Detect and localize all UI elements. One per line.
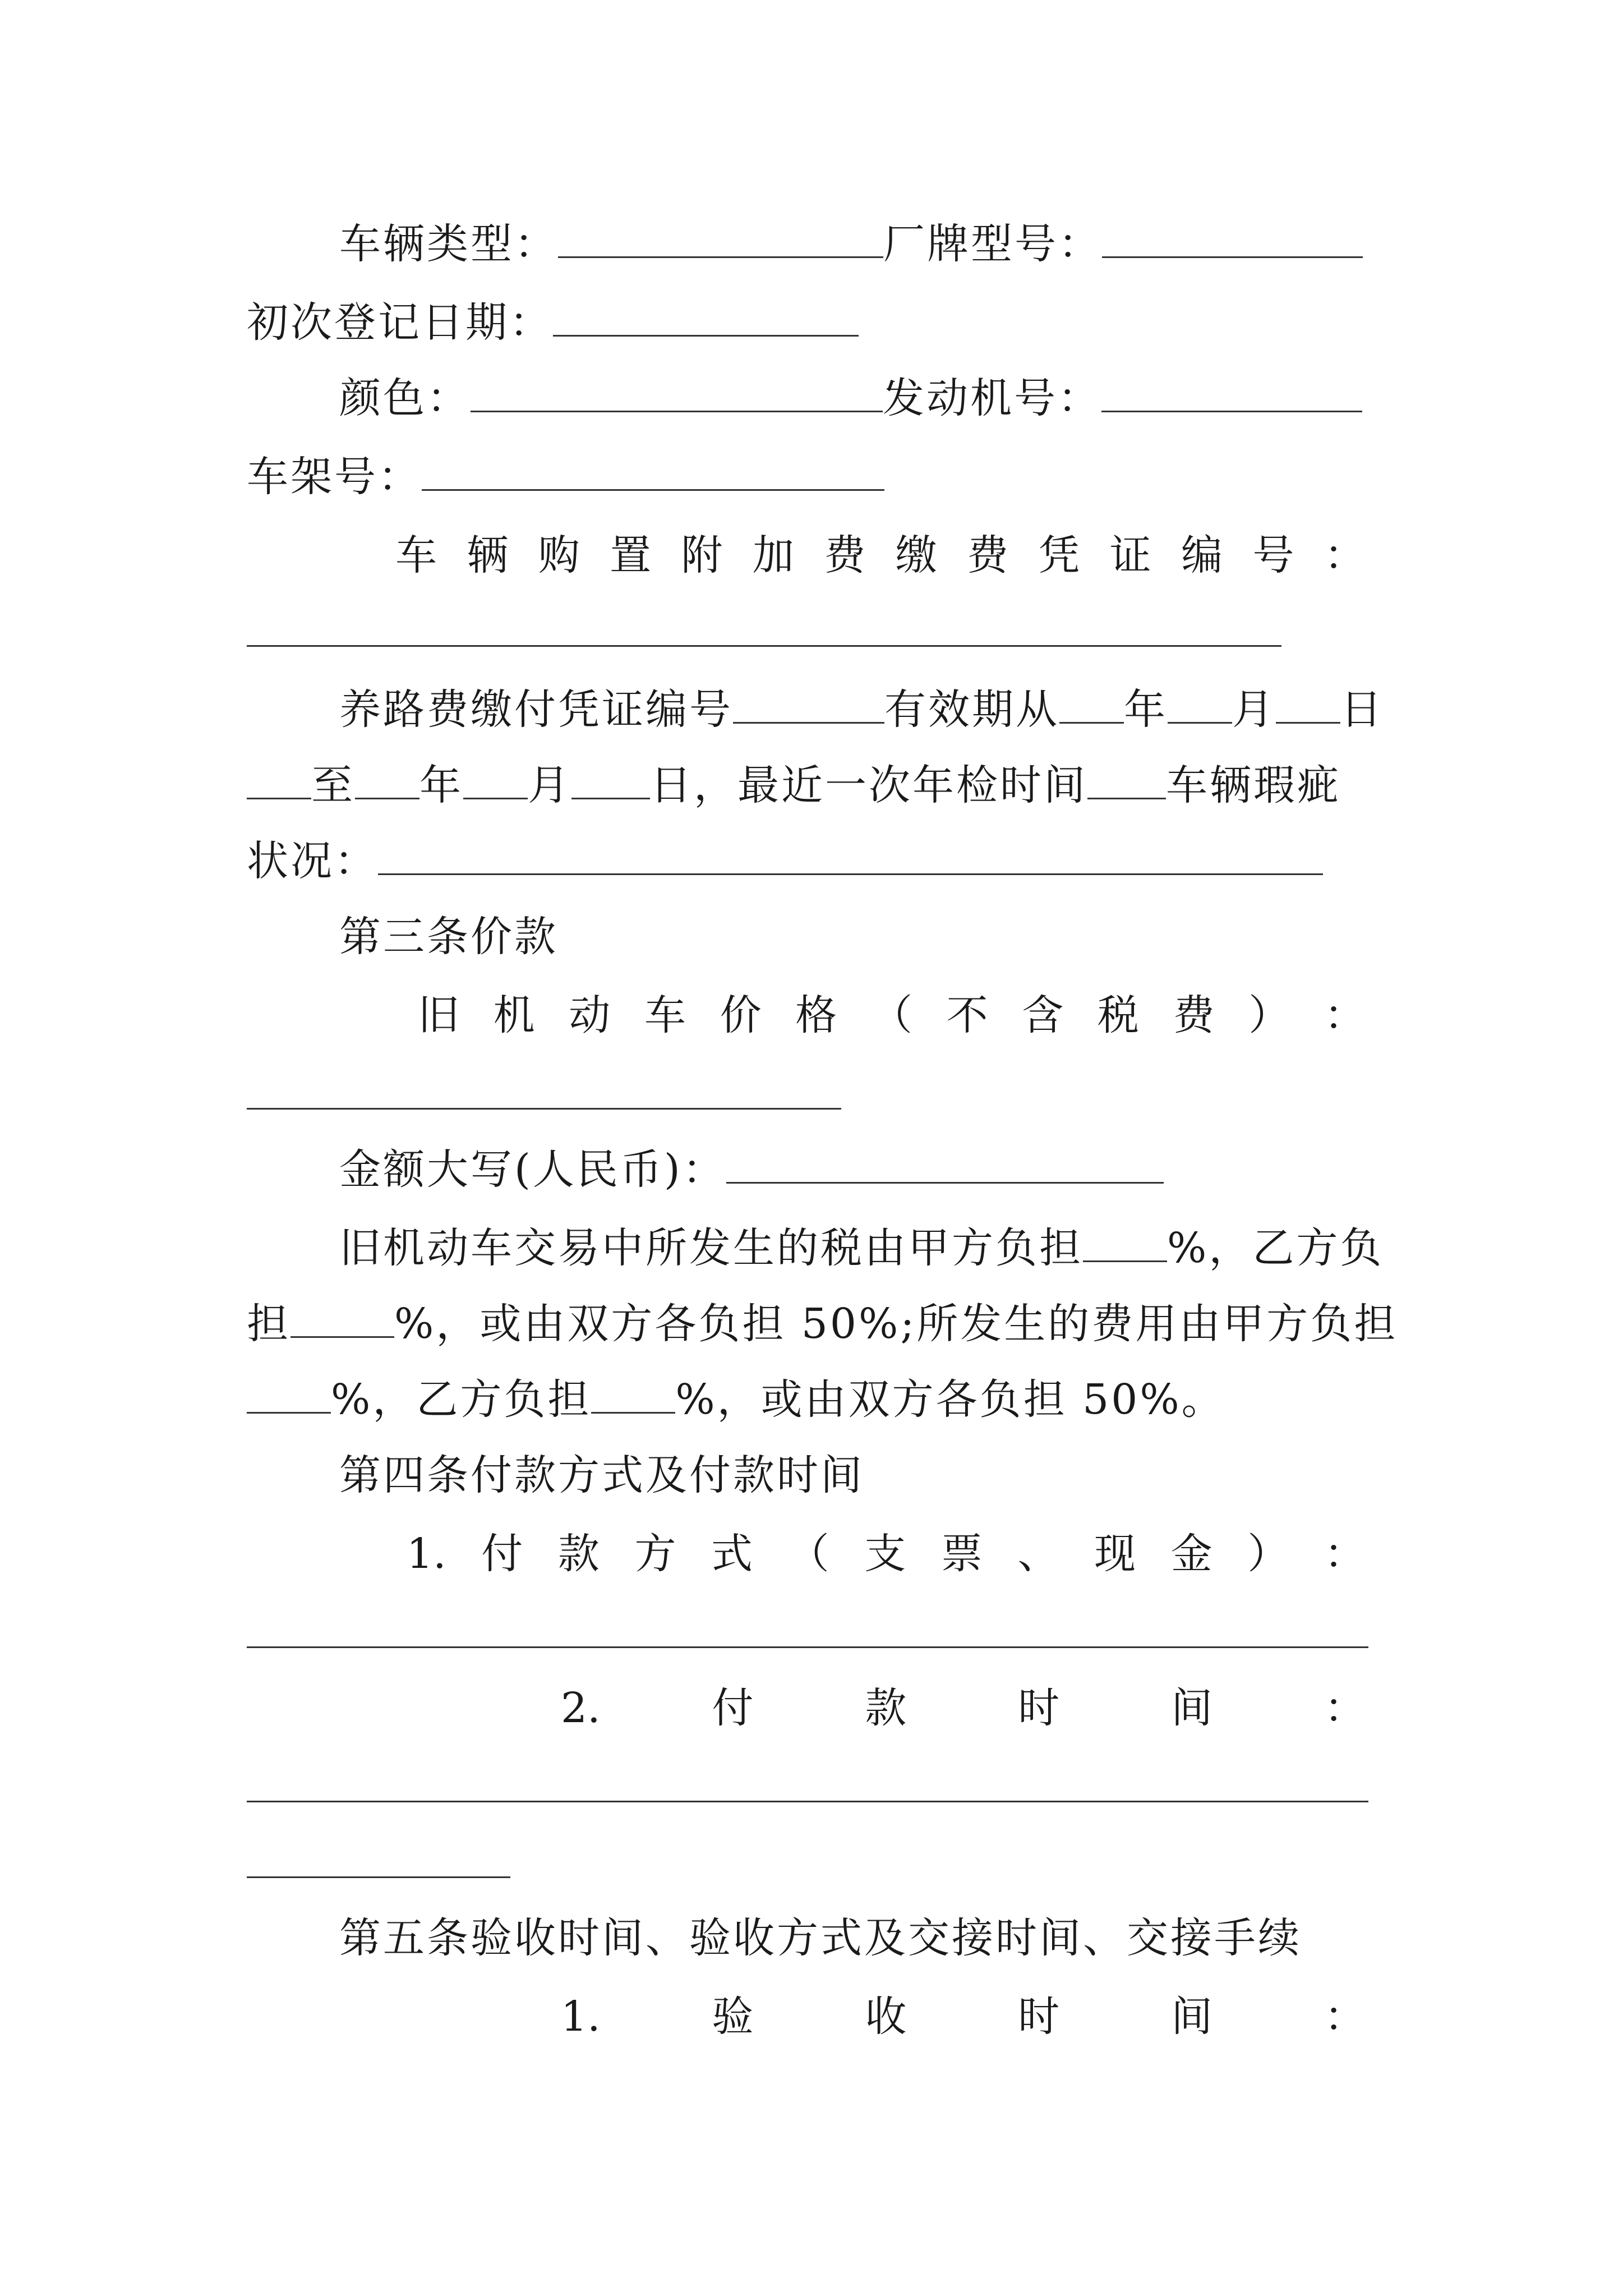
payment-method-label bbox=[407, 1523, 1366, 1585]
payment-method-char: 现 bbox=[1094, 1530, 1136, 1578]
color-field[interactable] bbox=[471, 371, 883, 412]
payment-time-char: 间 bbox=[1171, 1684, 1213, 1732]
price-char: 含 bbox=[1022, 991, 1064, 1039]
vehicle-defect-label: 车辆瑕疵 bbox=[1166, 761, 1341, 809]
article-4-title bbox=[339, 1444, 1388, 1506]
day-label: 日 bbox=[1340, 685, 1384, 734]
first-registration-line bbox=[247, 292, 1388, 353]
purchase-tax-char: 证 bbox=[1109, 531, 1151, 579]
payment-time-char: ： bbox=[1324, 1684, 1366, 1732]
tax-line-1 bbox=[339, 1217, 1388, 1279]
valid-from-day-field[interactable] bbox=[1276, 683, 1340, 724]
month-label: 月 bbox=[528, 761, 571, 809]
purchase-tax-char: 费 bbox=[967, 531, 1008, 579]
to-label: 至 bbox=[311, 761, 355, 809]
price-label bbox=[418, 984, 1366, 1046]
price-char: 动 bbox=[569, 991, 611, 1039]
road-fee-line-1 bbox=[339, 679, 1388, 740]
payment-time-field-cont[interactable] bbox=[247, 1876, 510, 1878]
payment-method-char: ： bbox=[1324, 1530, 1366, 1578]
article-3-title bbox=[339, 906, 1388, 968]
defect-status-field[interactable] bbox=[378, 834, 1323, 875]
tax-party-a-label: 旧机动车交易中所发生的税由甲方负担 bbox=[339, 1224, 1083, 1272]
purchase-tax-char: 编 bbox=[1181, 531, 1223, 579]
price-char: ： bbox=[1324, 991, 1366, 1039]
purchase-tax-char: 缴 bbox=[895, 531, 937, 579]
color-engine-line bbox=[339, 367, 1388, 429]
purchase-tax-char: 费 bbox=[824, 531, 866, 579]
payment-method-char: 支 bbox=[864, 1530, 906, 1578]
purchase-tax-char: 凭 bbox=[1038, 531, 1080, 579]
acceptance-time-label bbox=[561, 1986, 1366, 2047]
purchase-tax-char: 附 bbox=[681, 531, 723, 579]
annual-inspection-field[interactable] bbox=[1087, 758, 1166, 799]
road-fee-cert-label: 养路费缴付凭证编号 bbox=[339, 685, 733, 734]
payment-time-field[interactable] bbox=[247, 1801, 1368, 1802]
first-registration-field[interactable] bbox=[553, 296, 859, 337]
payment-time-char: 2. bbox=[561, 1684, 601, 1732]
brand-model-label: 厂牌型号： bbox=[883, 220, 1102, 268]
fee-split-label: %，或由双方各负担 50%。 bbox=[675, 1375, 1225, 1424]
fee-party-a-label: %，或由双方各负担 50%;所发生的费用由甲方负担 bbox=[394, 1300, 1398, 1348]
payment-method-char: 金 bbox=[1170, 1530, 1212, 1578]
year-label: 年 bbox=[419, 761, 463, 809]
article-4-heading: 第四条付款方式及付款时间 bbox=[339, 1451, 864, 1499]
purchase-tax-char: ： bbox=[1324, 531, 1366, 579]
purchase-tax-char: 车 bbox=[395, 531, 437, 579]
color-label: 颜色： bbox=[339, 374, 471, 422]
fee-party-b-label: %，乙方负担 bbox=[331, 1375, 592, 1424]
payment-time-char: 时 bbox=[1018, 1684, 1060, 1732]
payment-method-char: 方 bbox=[634, 1530, 676, 1578]
defect-status-label: 状况： bbox=[247, 837, 378, 885]
vehicle-type-label: 车辆类型： bbox=[339, 220, 558, 268]
tax-party-a-percent-field[interactable] bbox=[1083, 1221, 1167, 1262]
tax-line-2 bbox=[247, 1293, 1398, 1355]
valid-to-year-field[interactable] bbox=[355, 758, 419, 799]
road-fee-cert-field[interactable] bbox=[733, 683, 884, 724]
acceptance-time-char: 验 bbox=[712, 1993, 754, 2041]
month-label: 月 bbox=[1232, 685, 1276, 734]
engine-number-label: 发动机号： bbox=[883, 374, 1101, 422]
payment-method-char: 付 bbox=[481, 1530, 523, 1578]
valid-to-month-field[interactable] bbox=[463, 758, 528, 799]
payment-time-label bbox=[561, 1677, 1366, 1739]
frame-number-line bbox=[247, 446, 1388, 508]
vehicle-type-field[interactable] bbox=[558, 217, 883, 258]
vehicle-type-line bbox=[339, 213, 1388, 275]
price-char: 格 bbox=[795, 991, 837, 1039]
first-registration-label: 初次登记日期： bbox=[247, 298, 553, 347]
valid-from-month-field[interactable] bbox=[1168, 683, 1232, 724]
price-char: 不 bbox=[946, 991, 988, 1039]
payment-method-char: ） bbox=[1247, 1530, 1289, 1578]
price-char: 税 bbox=[1097, 991, 1139, 1039]
acceptance-time-char: 1. bbox=[561, 1993, 601, 2041]
purchase-tax-char: 购 bbox=[538, 531, 580, 579]
defect-status-line bbox=[247, 830, 1388, 892]
article-5-title bbox=[339, 1907, 1388, 1969]
fee-party-a-percent-field[interactable] bbox=[247, 1373, 331, 1414]
acceptance-time-char: 时 bbox=[1018, 1993, 1060, 2041]
payment-method-field[interactable] bbox=[247, 1646, 1368, 1648]
amount-in-words-label: 金额大写(人民币)： bbox=[339, 1145, 726, 1194]
amount-in-words-field[interactable] bbox=[726, 1143, 1164, 1184]
year-label: 年 bbox=[1124, 685, 1168, 734]
price-char: 机 bbox=[493, 991, 535, 1039]
tax-party-b-label: %，乙方负 bbox=[1167, 1224, 1384, 1272]
payment-time-char: 款 bbox=[865, 1684, 907, 1732]
purchase-tax-char: 号 bbox=[1252, 531, 1294, 579]
purchase-tax-char: 辆 bbox=[467, 531, 509, 579]
payment-method-char: 款 bbox=[557, 1530, 600, 1578]
payment-method-char: （ bbox=[787, 1530, 829, 1578]
price-char: ） bbox=[1248, 991, 1290, 1039]
price-char: （ bbox=[870, 991, 912, 1039]
payment-method-char: 1. bbox=[407, 1530, 446, 1578]
tax-party-b-percent-field[interactable] bbox=[291, 1297, 394, 1338]
brand-model-field[interactable] bbox=[1102, 217, 1363, 258]
valid-to-day-field[interactable] bbox=[571, 758, 650, 799]
price-char: 费 bbox=[1173, 991, 1215, 1039]
payment-method-char: 式 bbox=[711, 1530, 753, 1578]
tax-party-b-label-cont: 担 bbox=[247, 1300, 291, 1348]
acceptance-time-char: 间 bbox=[1171, 1993, 1213, 2041]
valid-to-start-field[interactable] bbox=[247, 758, 311, 799]
article-5-heading: 第五条验收时间、验收方式及交接时间、交接手续 bbox=[339, 1914, 1302, 1962]
valid-from-year-field[interactable] bbox=[1059, 683, 1124, 724]
price-char: 车 bbox=[644, 991, 686, 1039]
payment-time-char: 付 bbox=[712, 1684, 754, 1732]
engine-number-field[interactable] bbox=[1101, 371, 1362, 412]
payment-method-char: 、 bbox=[1017, 1530, 1059, 1578]
purchase-tax-char: 置 bbox=[610, 531, 652, 579]
article-3-heading: 第三条价款 bbox=[339, 913, 558, 961]
acceptance-time-char: 收 bbox=[865, 1993, 907, 2041]
road-fee-line-2 bbox=[247, 754, 1388, 816]
purchase-tax-cert-label bbox=[395, 524, 1366, 586]
price-field[interactable] bbox=[247, 1108, 841, 1110]
price-char: 价 bbox=[720, 991, 762, 1039]
annual-inspection-label: 日，最近一次年检时间 bbox=[650, 761, 1087, 809]
payment-method-char: 票 bbox=[940, 1530, 983, 1578]
purchase-tax-cert-field[interactable] bbox=[247, 645, 1281, 647]
acceptance-time-char: ： bbox=[1324, 1993, 1366, 2041]
frame-number-label: 车架号： bbox=[247, 453, 422, 501]
purchase-tax-char: 加 bbox=[752, 531, 794, 579]
amount-in-words-line bbox=[339, 1139, 1388, 1200]
tax-line-3 bbox=[247, 1369, 1388, 1430]
price-char: 旧 bbox=[418, 991, 459, 1039]
frame-number-field[interactable] bbox=[422, 450, 884, 491]
fee-party-b-percent-field[interactable] bbox=[591, 1373, 675, 1414]
valid-from-label: 有效期从 bbox=[884, 685, 1059, 734]
